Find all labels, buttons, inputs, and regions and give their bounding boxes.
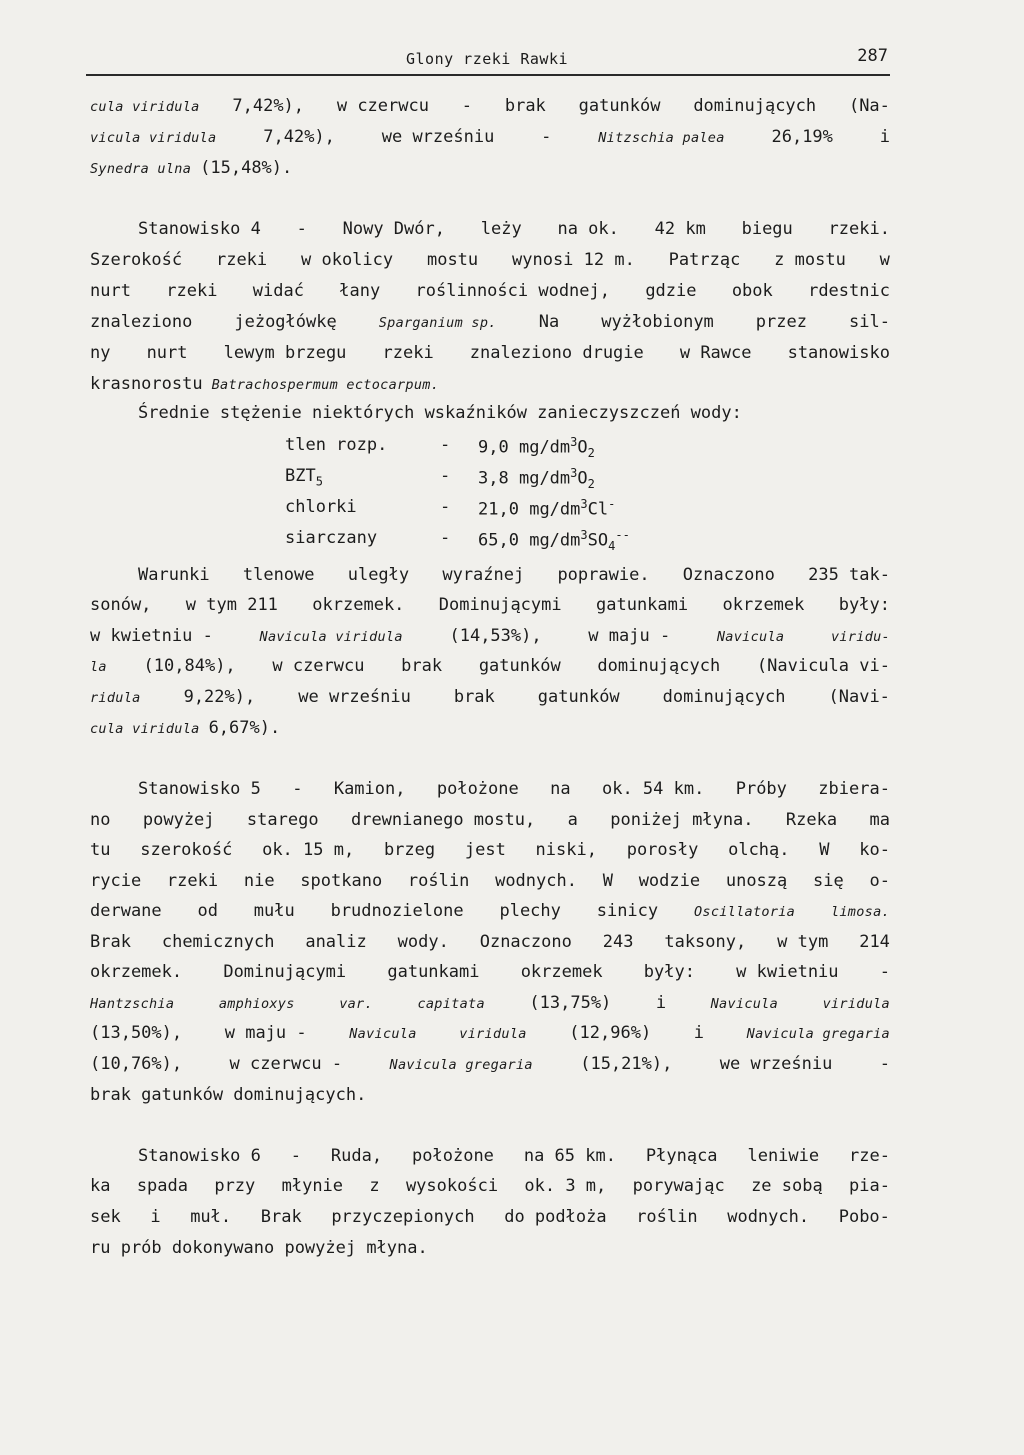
indicator-dash: -	[440, 497, 451, 517]
indicator-value: 21,0 $mg/dm^3Cl^-$	[478, 497, 616, 520]
word: 6,67%).	[208, 718, 281, 738]
word: porywając	[632, 1176, 725, 1196]
word: olchą.	[728, 840, 790, 860]
word: Brak	[90, 932, 131, 952]
word: drewnianego mostu,	[350, 810, 536, 830]
word: stanowisko	[787, 343, 890, 363]
word: gatunków	[578, 96, 661, 116]
indicator-name: tlen rozp.	[285, 435, 388, 455]
word: cula viridula	[90, 721, 200, 737]
word: Stanowisko 4	[138, 219, 261, 239]
word: poniżej młyna.	[610, 810, 754, 830]
word: (13,50%),	[90, 1023, 183, 1043]
word: gdzie	[645, 281, 697, 301]
text-line	[90, 312, 890, 332]
word: przez	[755, 312, 807, 332]
word: derwane	[90, 901, 162, 921]
word: krasnorostu	[90, 374, 203, 394]
word: brak	[504, 96, 546, 116]
word: (15,48%).	[200, 158, 293, 178]
word: vicula viridula	[90, 130, 217, 146]
word: wyżłobionym	[601, 312, 714, 332]
word: w tym 211	[185, 595, 278, 615]
word: sonów,	[90, 595, 152, 615]
word: tlenowe	[242, 565, 315, 585]
word: wyraźnej	[442, 565, 525, 585]
word: limosa.	[830, 904, 890, 920]
word: brzeg	[383, 840, 436, 860]
word: 42 km	[654, 219, 706, 239]
text-line	[90, 281, 890, 301]
word: cula viridula	[90, 99, 200, 115]
word: ok. 3 m,	[524, 1176, 607, 1196]
word: na 65 km.	[523, 1146, 616, 1166]
word: ny	[90, 343, 111, 363]
word: (Navi-	[828, 687, 890, 707]
word: 7,42%),	[263, 127, 335, 147]
text-line	[90, 718, 890, 738]
word: Nowy Dwór,	[342, 219, 445, 239]
text-line	[90, 343, 890, 363]
word: W	[602, 871, 613, 891]
text-line	[138, 1146, 890, 1166]
word: i	[693, 1023, 705, 1043]
word: Batrachospermum ectocarpum.	[211, 377, 440, 393]
text-line	[90, 96, 890, 116]
word: starego	[246, 810, 319, 830]
word: -	[879, 962, 890, 982]
word: Patrząc	[668, 250, 741, 270]
word: o-	[869, 871, 890, 891]
text-line	[90, 871, 890, 891]
text-line	[90, 962, 890, 982]
word: -	[296, 219, 307, 239]
word: Sparganium sp.	[378, 315, 497, 331]
text-line	[90, 158, 890, 178]
word: gatunków	[478, 656, 561, 676]
word: w czerwcu -	[229, 1054, 343, 1074]
word: nurt	[90, 281, 131, 301]
word: mostu	[426, 250, 479, 270]
word: Stanowisko 6	[138, 1146, 261, 1166]
text-line	[90, 901, 890, 921]
word: (Na-	[848, 96, 890, 116]
word: Kamion,	[333, 779, 406, 799]
indicator-name: siarczany	[285, 528, 378, 548]
indicator-value: 3,8 $mg/dm^3O_2$	[478, 466, 595, 492]
word: i	[150, 1207, 161, 1227]
word: (10,84%),	[143, 656, 236, 676]
word: powyżej	[142, 810, 215, 830]
word: dominujących	[662, 687, 786, 707]
page-header	[86, 46, 890, 76]
word: znaleziono	[90, 312, 193, 332]
word: w kwietniu -	[90, 626, 213, 646]
word: zbiera-	[818, 779, 890, 799]
word: leniwie	[747, 1146, 820, 1166]
word: (10,76%),	[90, 1054, 183, 1074]
word: ok. 54 km.	[601, 779, 705, 799]
word: 9,22%),	[183, 687, 256, 707]
indicator-value: 65,0 $mg/dm^3SO_4^{--}$	[478, 528, 630, 554]
word: Synedra ulna	[90, 161, 192, 177]
word: gatunkami	[596, 595, 689, 615]
word: od	[197, 901, 218, 921]
word: ze sobą	[751, 1176, 823, 1196]
word: (15,21%),	[580, 1054, 673, 1074]
word: Na	[538, 312, 560, 332]
text-line	[90, 250, 890, 270]
word: Dominującymi	[438, 595, 562, 615]
text-line	[90, 932, 890, 952]
text-line	[90, 1176, 890, 1196]
word: leży	[480, 219, 522, 239]
word: w czerwcu	[336, 96, 429, 116]
word: we wrześniu	[381, 127, 495, 147]
word: rycie	[90, 871, 142, 891]
word: ru prób dokonywano powyżej młyna.	[90, 1238, 428, 1258]
word: -	[879, 1054, 890, 1074]
word: 26,19%	[771, 127, 833, 147]
text-line	[90, 993, 890, 1013]
word: spotkano	[300, 871, 383, 891]
word: rze-	[849, 1146, 890, 1166]
word: Nitzschia palea	[598, 130, 725, 146]
word: lewym brzegu	[223, 343, 347, 363]
word: -	[541, 127, 552, 147]
word: ok. 15 m,	[262, 840, 355, 860]
word: brudnozielone	[330, 901, 464, 921]
word: var.	[339, 996, 373, 1012]
word: mułu	[253, 901, 295, 921]
indicator-name: $BZT_5$	[285, 466, 323, 489]
word: były:	[838, 595, 890, 615]
word: poprawie.	[557, 565, 650, 585]
word: Szerokość	[90, 250, 183, 270]
word: Oznaczono	[682, 565, 775, 585]
word: rzeki	[382, 343, 434, 363]
word: 7,42%),	[232, 96, 305, 116]
word: Navicula viridula	[259, 629, 403, 645]
word: pia-	[849, 1176, 890, 1196]
word: roślinności wodnej,	[415, 281, 610, 301]
word: -	[461, 96, 473, 116]
word: sil-	[848, 312, 890, 332]
word: Rzeka	[785, 810, 838, 830]
word: la	[90, 659, 107, 675]
word: gatunków	[537, 687, 620, 707]
text-line	[138, 565, 890, 585]
word: z	[369, 1176, 380, 1196]
word: nurt	[146, 343, 188, 363]
word: 214	[859, 932, 890, 952]
text-line	[90, 1238, 890, 1258]
word: viridu-	[830, 629, 890, 645]
word: okrzemek.	[312, 595, 405, 615]
word: obok	[731, 281, 773, 301]
text-line	[138, 219, 890, 239]
word: rzeki	[166, 281, 218, 301]
word: -	[292, 779, 303, 799]
text-line	[90, 656, 890, 676]
word: nie	[243, 871, 275, 891]
text-line	[90, 1023, 890, 1043]
word: chemicznych	[161, 932, 275, 952]
word: brak	[401, 656, 443, 676]
word: biegu	[741, 219, 793, 239]
word: na	[550, 779, 571, 799]
word: łany	[339, 281, 381, 301]
text-line	[90, 810, 890, 830]
word: ridula	[90, 690, 141, 706]
word: w	[879, 250, 890, 270]
word: Stanowisko 5	[138, 779, 261, 799]
word: Średnie stężenie niektórych wskaźników zanieczyszczeń wody:	[138, 403, 742, 423]
word: roślin	[636, 1207, 698, 1227]
word: jeżogłówkę	[234, 312, 337, 332]
word: Oznaczono	[479, 932, 572, 952]
word: ko-	[859, 840, 890, 860]
word: i	[655, 993, 667, 1013]
word: znaleziono drugie	[469, 343, 644, 363]
word: (14,53%),	[449, 626, 542, 646]
word: wysokości	[405, 1176, 499, 1196]
word: spada	[136, 1176, 188, 1196]
word: viridula	[822, 996, 890, 1012]
word: widać	[252, 281, 304, 301]
running-title: Glony rzeki Rawki	[406, 50, 569, 68]
word: muł.	[190, 1207, 232, 1227]
word: plechy	[499, 901, 561, 921]
word: we wrześniu	[298, 687, 411, 707]
word: rzeki	[215, 250, 268, 270]
word: w okolicy	[301, 250, 394, 270]
word: okrzemek.	[90, 962, 183, 982]
word: (Navicula vi-	[756, 656, 890, 676]
word: wodnych.	[495, 871, 577, 891]
word: taksony,	[664, 932, 747, 952]
word: capitata	[417, 996, 485, 1012]
word: w czerwcu	[272, 656, 365, 676]
word: na ok.	[557, 219, 619, 239]
word: sek	[90, 1207, 121, 1227]
word: wody.	[397, 932, 449, 952]
word: w Rawce	[679, 343, 752, 363]
word: dominujących	[693, 96, 817, 116]
word: przy	[214, 1176, 256, 1196]
word: uległy	[347, 565, 410, 585]
word: unoszą	[725, 871, 788, 891]
text-line	[90, 127, 890, 147]
word: Brak	[260, 1207, 302, 1227]
word: porosły	[626, 840, 699, 860]
word: w kwietniu	[736, 962, 839, 982]
word: i	[879, 127, 890, 147]
indicator-name: chlorki	[285, 497, 357, 517]
word: szerokość	[140, 840, 233, 860]
text-line	[90, 687, 890, 707]
text-line	[90, 1085, 890, 1105]
word: sinicy	[596, 901, 659, 921]
word: (12,96%)	[569, 1023, 652, 1043]
word: młynie	[281, 1176, 344, 1196]
word: 243	[602, 932, 634, 952]
word: wynosi 12 m.	[512, 250, 635, 270]
word: Warunki	[138, 565, 210, 585]
word: w maju -	[588, 626, 671, 646]
word: się	[813, 871, 844, 891]
word: były:	[643, 962, 695, 982]
word: Navicula gregaria	[746, 1026, 890, 1042]
word: okrzemek	[722, 595, 805, 615]
word: Navicula	[710, 996, 779, 1012]
word: Dominującymi	[223, 962, 347, 982]
text-line	[138, 779, 890, 799]
indicator-dash: -	[440, 435, 451, 455]
word: Ruda,	[330, 1146, 383, 1166]
text-line	[90, 1054, 890, 1074]
text-line	[90, 626, 890, 646]
text-line	[90, 840, 890, 860]
text-line	[90, 595, 890, 615]
word: Pobo-	[838, 1207, 890, 1227]
word: rzeki.	[828, 219, 890, 239]
word: gatunkami	[387, 962, 480, 982]
word: a	[567, 810, 578, 830]
word: do podłoża	[504, 1207, 607, 1227]
word: Navicula gregaria	[389, 1057, 533, 1073]
word: Próby	[735, 779, 787, 799]
word: -	[290, 1146, 301, 1166]
text-line	[90, 1207, 890, 1227]
word: amphioxys	[218, 996, 295, 1012]
word: wodnych.	[727, 1207, 810, 1227]
word: no	[90, 810, 111, 830]
word: Navicula	[349, 1026, 417, 1042]
indicator-dash: -	[440, 528, 451, 548]
word: w maju -	[224, 1023, 307, 1043]
text-line	[138, 403, 890, 423]
word: w tym	[777, 932, 829, 952]
word: tu	[90, 840, 111, 860]
page-number: 287	[857, 46, 888, 66]
indicator-dash: -	[440, 466, 451, 486]
word: położone	[412, 1146, 494, 1166]
word: przyczepionych	[331, 1207, 475, 1227]
word: okrzemek	[520, 962, 603, 982]
word: (13,75%)	[529, 993, 612, 1013]
word: brak gatunków dominujących.	[90, 1085, 367, 1105]
word: Hantzschia	[90, 996, 175, 1012]
word: we wrześniu	[719, 1054, 833, 1074]
word: dominujących	[597, 656, 721, 676]
word: W	[819, 840, 830, 860]
word: rzeki	[166, 871, 219, 891]
word: analiz	[305, 932, 367, 952]
word: brak	[453, 687, 495, 707]
word: ma	[869, 810, 890, 830]
word: rdestnic	[808, 281, 890, 301]
word: roślin	[407, 871, 470, 891]
word: Oscillatoria	[693, 904, 796, 920]
indicator-value: 9,0 $mg/dm^3O_2$	[478, 435, 595, 461]
word: Płynąca	[645, 1146, 718, 1166]
word: położone	[436, 779, 519, 799]
word: wodzie	[638, 871, 701, 891]
word: niski,	[535, 840, 597, 860]
word: z mostu	[774, 250, 846, 270]
word: 235 tak-	[808, 565, 890, 585]
word: ka	[90, 1176, 111, 1196]
word: jest	[464, 840, 506, 860]
word: Navicula	[716, 629, 785, 645]
text-line	[90, 374, 890, 394]
word: viridula	[459, 1026, 527, 1042]
